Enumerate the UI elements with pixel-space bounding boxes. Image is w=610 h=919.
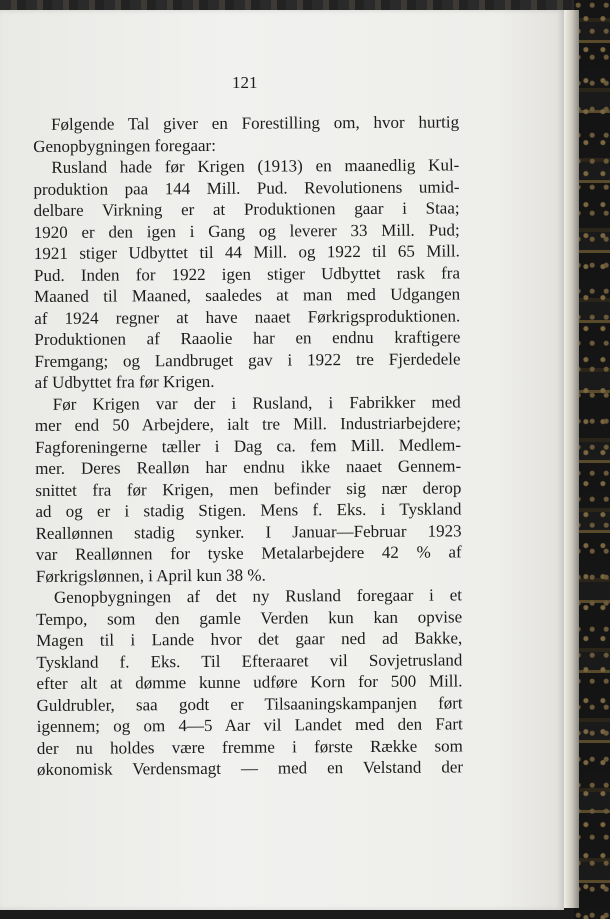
text-line: efter alt at dømme kunne udføre Korn for 500 Mill. xyxy=(36,671,463,693)
text-line: snittet fra før Krigen, men befinder sig nær derop xyxy=(35,477,462,500)
text-line: delbare Virkning er at Produktionen gaar i Staa; xyxy=(33,198,460,220)
text-line: af Udbyttet fra før Krigen. xyxy=(34,371,215,392)
text-line: Maaned til Maaned, saaledes at man med Udgangen xyxy=(34,284,461,306)
text-line: der nu holdes være fremme i første Række som xyxy=(36,735,463,758)
text-line: ad og er i stadig Stigen. Mens f. Eks. i Tyskland xyxy=(35,499,462,521)
text-line: Før Krigen var der i Rusland, i Fabrikker med xyxy=(52,391,461,414)
text-line: Førkrigslønnen, i April kun 38 %. xyxy=(35,565,266,586)
text-line: Guldrubler, saa godt er Tilsaaningskampanjen ført xyxy=(36,692,463,715)
book-cover-edge xyxy=(574,0,610,919)
text-line: Genopbygningen foregaar: xyxy=(33,135,216,156)
text-line: Rusland hade før Krigen (1913) en maanedlig Kul- xyxy=(51,155,460,177)
text-line: mer. Deres Realløn har endnu ikke naaet Gennem- xyxy=(35,456,462,478)
text-line: produktion paa 144 Mill. Pud. Revolutionens umid- xyxy=(33,176,460,199)
text-line: Reallønnen stadig synker. I Januar—Februar 1923 xyxy=(35,520,462,543)
text-line: 1920 er den igen i Gang og leverer 33 Mill. Pud; xyxy=(33,219,460,242)
text-line: igennem; og om 4—5 Aar vil Landet med den Fart xyxy=(36,714,463,736)
body-text xyxy=(33,111,463,780)
text-line: Magen til i Lande hvor det gaar ned ad Bakke, xyxy=(36,628,463,650)
text-line: Tempo, som den gamle Verden kun kan opvise xyxy=(36,606,463,629)
text-line: Fagforeningerne tæller i Dag ca. fem Mill. Medlem- xyxy=(34,434,462,457)
text-line: Fremgang; og Landbruget gav i 1922 tre Fjerdedele xyxy=(34,348,461,371)
text-line: var Reallønnen for tyske Metalarbejdere 42 % af xyxy=(35,542,462,564)
text-line: af 1924 regner at have naaet Førkrigsproduktionen. xyxy=(34,305,461,328)
book-page xyxy=(0,10,564,910)
text-line: Produktionen af Raaolie har en endnu kraftigere xyxy=(34,327,461,349)
text-line: 1921 stiger Udbyttet til 44 Mill. og 1922 til 65 Mill. xyxy=(33,241,460,263)
text-line: Tyskland f. Eks. Til Efteraaret vil Sovjetrusland xyxy=(36,649,463,672)
page-number: 121 xyxy=(232,73,258,92)
text-line: Pud. Inden for 1922 igen stiger Udbyttet rask fra xyxy=(33,262,461,285)
text-line: Følgende Tal giver en Forestilling om, hvor hurtig xyxy=(51,112,460,134)
text-line: økonomisk Verdensmagt — med en Velstand der xyxy=(36,757,464,779)
text-line: Genopbygningen af det ny Rusland foregaar i et xyxy=(53,585,463,607)
text-line: mer end 50 Arbejdere, ialt tre Mill. Industriarbejdere; xyxy=(34,413,461,435)
